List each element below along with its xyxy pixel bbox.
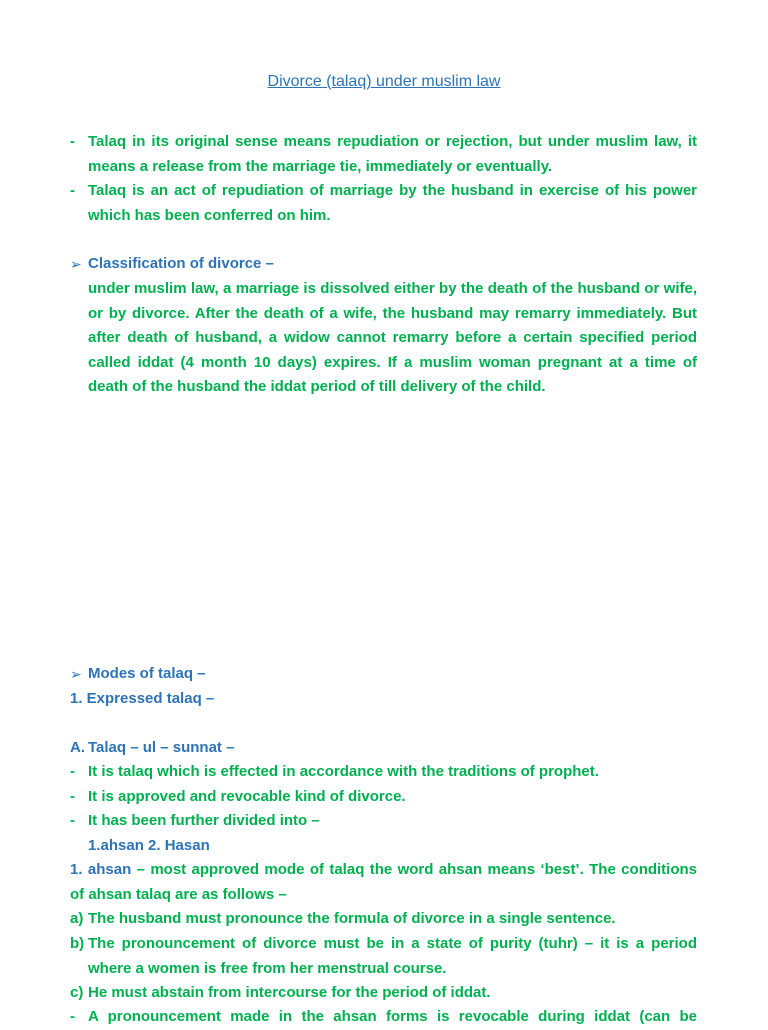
arrow-bullet-icon: ➢ [70, 256, 82, 272]
list-marker: - [70, 182, 75, 199]
section-heading: Talaq – ul – sunnat – [88, 739, 235, 756]
list-marker: - [70, 1008, 75, 1025]
list-marker: b) [70, 935, 85, 952]
list-item: He must abstain from intercourse for the period of iddat. [88, 984, 491, 1001]
list-marker: - [70, 133, 75, 150]
list-item: It is talaq which is effected in accordance with the traditions of prophet. [88, 763, 599, 780]
section-heading: Modes of talaq – [88, 665, 206, 682]
list-item: Talaq in its original sense means repudiation or rejection, but under muslim law, it means a release from the marriage tie, immediately or eventually. [88, 133, 697, 175]
list-item: Talaq is an act of repudiation of marriage by the husband in exercise of his power which has been conferred on him. [88, 182, 697, 224]
ahsan-text: – most approved mode of talaq the word ahsan means ‘best’. The conditions of ahsan talaq are as follows – [70, 861, 698, 903]
section-heading: Classification of divorce – [88, 255, 274, 272]
sub-heading: 1. Expressed talaq – [70, 690, 215, 707]
arrow-bullet-icon: ➢ [70, 666, 82, 682]
list-item: The pronouncement of divorce must be in a state of purity (tuhr) – it is a period where a women is free from her menstrual course. [88, 935, 697, 977]
list-item: It has been further divided into – [88, 812, 320, 829]
list-marker: - [70, 763, 75, 780]
list-marker: - [70, 788, 75, 805]
list-marker: c) [70, 984, 84, 1001]
section-body: under muslim law, a marriage is dissolved either by the death of the husband or wife, or by divorce. After the death of a wife, the husband may remarry immediately. But after death of husband, a widow cannot remarry before a certain specified period called iddat (4 month 10 days) expires. If a muslim woman pregnant at a time of death of the husband the iddat period of till delivery of the child. [88, 280, 697, 395]
list-marker: A. [70, 739, 85, 756]
list-item: The husband must pronounce the formula of divorce in a single sentence. [88, 910, 616, 927]
list-marker: - [70, 812, 75, 829]
divisions-line: 1.ahsan 2. Hasan [88, 837, 210, 854]
ahsan-paragraph [70, 858, 697, 907]
document-title: Divorce (talaq) under muslim law [267, 73, 501, 90]
list-marker: a) [70, 910, 84, 927]
ahsan-label: 1. ahsan [70, 861, 132, 878]
list-item: A pronouncement made in the ahsan forms is revocable during iddat (can be [88, 1008, 697, 1025]
list-item: It is approved and revocable kind of divorce. [88, 788, 406, 805]
